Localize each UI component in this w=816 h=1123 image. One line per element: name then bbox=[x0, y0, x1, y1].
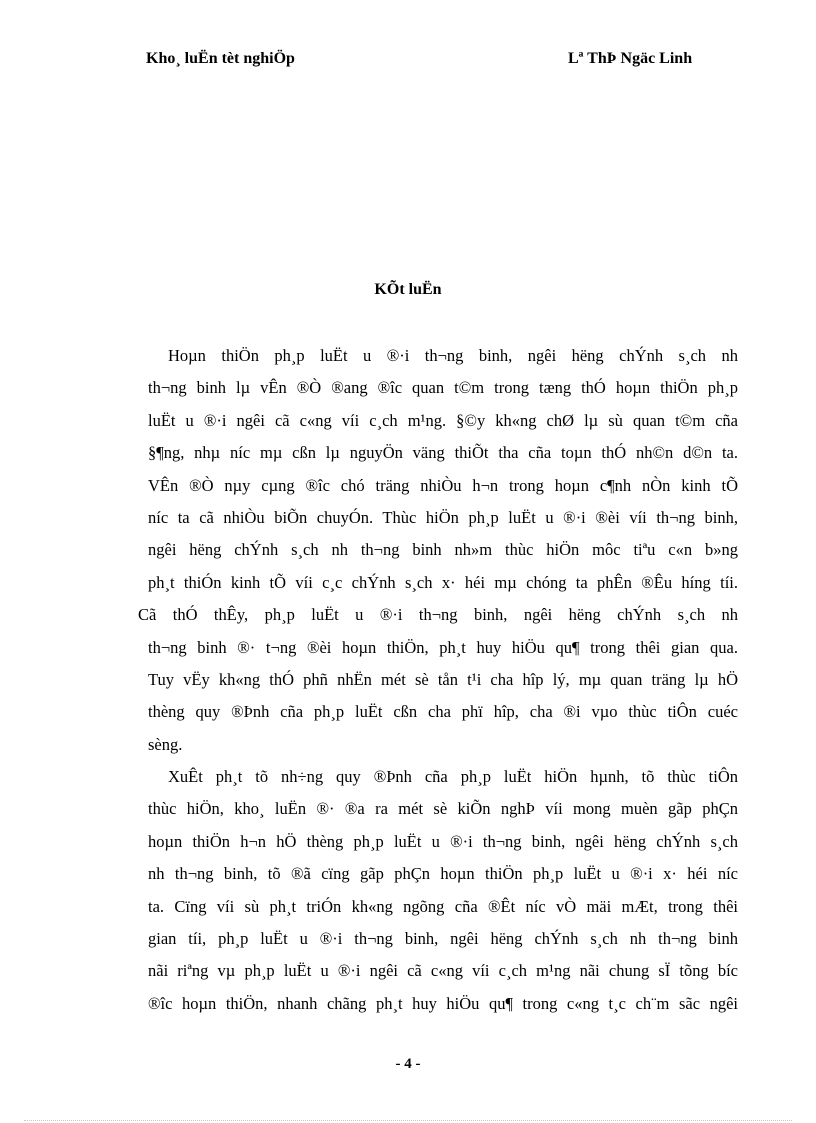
text-line: ph¸t thiÓn kinh tÕ víi c¸c chÝnh s¸ch x· héi mµ chóng ta phÊn ®Êu híng tíi. bbox=[148, 572, 738, 592]
text-line: thèng quy ®Þnh cña ph¸p luËt cßn cha phï hîp, cha ®i vµo thùc tiÔn cuéc bbox=[148, 702, 738, 722]
text-line: nh th¬ng binh, tõ ®ã cïng gãp phÇn hoµn thiÖn ph¸p luËt u ®·i x· héi níc bbox=[148, 864, 738, 884]
text-line: nãi riªng vµ ph¸p luËt u ®·i ngêi cã c«ng víi c¸ch m¹ng nãi chung sÏ tõng bíc bbox=[148, 961, 738, 981]
text-line: th¬ng binh ®· t¬ng ®èi hoµn thiÖn, ph¸t huy hiÖu qu¶ trong thêi gian qua. bbox=[148, 637, 738, 657]
body-text bbox=[138, 340, 738, 1020]
text-line: luËt u ®·i ngêi cã c«ng víi c¸ch m¹ng. §©y kh«ng chØ lµ sù quan t©m cña bbox=[148, 410, 738, 430]
text-line: ®îc hoµn thiÖn, nhanh chãng ph¸t huy hiÖu qu¶ trong c«ng t¸c ch¨m sãc ngêi bbox=[148, 993, 738, 1013]
text-line: sèng. bbox=[148, 734, 183, 754]
text-line: níc ta cã nhiÒu biÕn chuyÓn. Thùc hiÖn ph¸p luËt u ®·i ®èi víi th¬ng binh, bbox=[148, 507, 738, 527]
text-line: thùc hiÖn, kho¸ luËn ®· ®a ra mét sè kiÕn nghÞ víi mong muèn gãp phÇn bbox=[148, 799, 738, 819]
text-line: ngêi hëng chÝnh s¸ch nh th¬ng binh nh»m thùc hiÖn môc tiªu c«n b»ng bbox=[148, 540, 738, 560]
page-number: - 4 - bbox=[395, 1056, 421, 1072]
text-line: §¶ng, nhµ níc mµ cßn lµ nguyÖn väng thiÕt tha cña toµn thÓ nh©n d©n ta. bbox=[148, 443, 738, 463]
text-line: XuÊt ph¸t tõ nh÷ng quy ®Þnh cña ph¸p luËt hiÖn hµnh, tõ thùc tiÔn bbox=[168, 767, 738, 787]
text-line: Hoµn thiÖn ph¸p luËt u ®·i th¬ng binh, ngêi hëng chÝnh s¸ch nh bbox=[168, 346, 738, 365]
text-line: VÊn ®Ò nµy cµng ®îc chó träng nhiÒu h¬n trong hoµn c¶nh nÒn kinh tÕ bbox=[148, 475, 738, 495]
text-line: hoµn thiÖn h¬n hÖ thèng ph¸p luËt u ®·i th¬ng binh, ngêi hëng chÝnh s¸ch bbox=[148, 831, 738, 851]
text-line: Tuy vËy kh«ng thÓ phñ nhËn mét sè tån t¹i cha hîp lý, mµ quan träng lµ hÖ bbox=[148, 669, 738, 689]
header-author-name: Lª ThÞ Ngäc Linh bbox=[568, 50, 693, 67]
header-left-title: Kho¸ luËn tèt nghiÖp bbox=[146, 50, 295, 67]
text-line: gian tíi, ph¸p luËt u ®·i th¬ng binh, ngêi hëng chÝnh s¸ch nh th¬ng binh bbox=[148, 929, 738, 949]
text-line: ta. Cïng víi sù ph¸t triÓn kh«ng ngõng cña ®Êt níc vÒ mäi mÆt, trong thêi bbox=[148, 896, 738, 916]
page-bottom-divider bbox=[24, 1120, 792, 1121]
section-title: KÕt luËn bbox=[374, 281, 442, 298]
text-line: th¬ng binh lµ vÊn ®Ò ®ang ®îc quan t©m trong tæng thÓ hoµn thiÖn ph¸p bbox=[148, 378, 738, 398]
text-line: Cã thÓ thÊy, ph¸p luËt u ®·i th¬ng binh, ngêi hëng chÝnh s¸ch nh bbox=[138, 605, 738, 625]
